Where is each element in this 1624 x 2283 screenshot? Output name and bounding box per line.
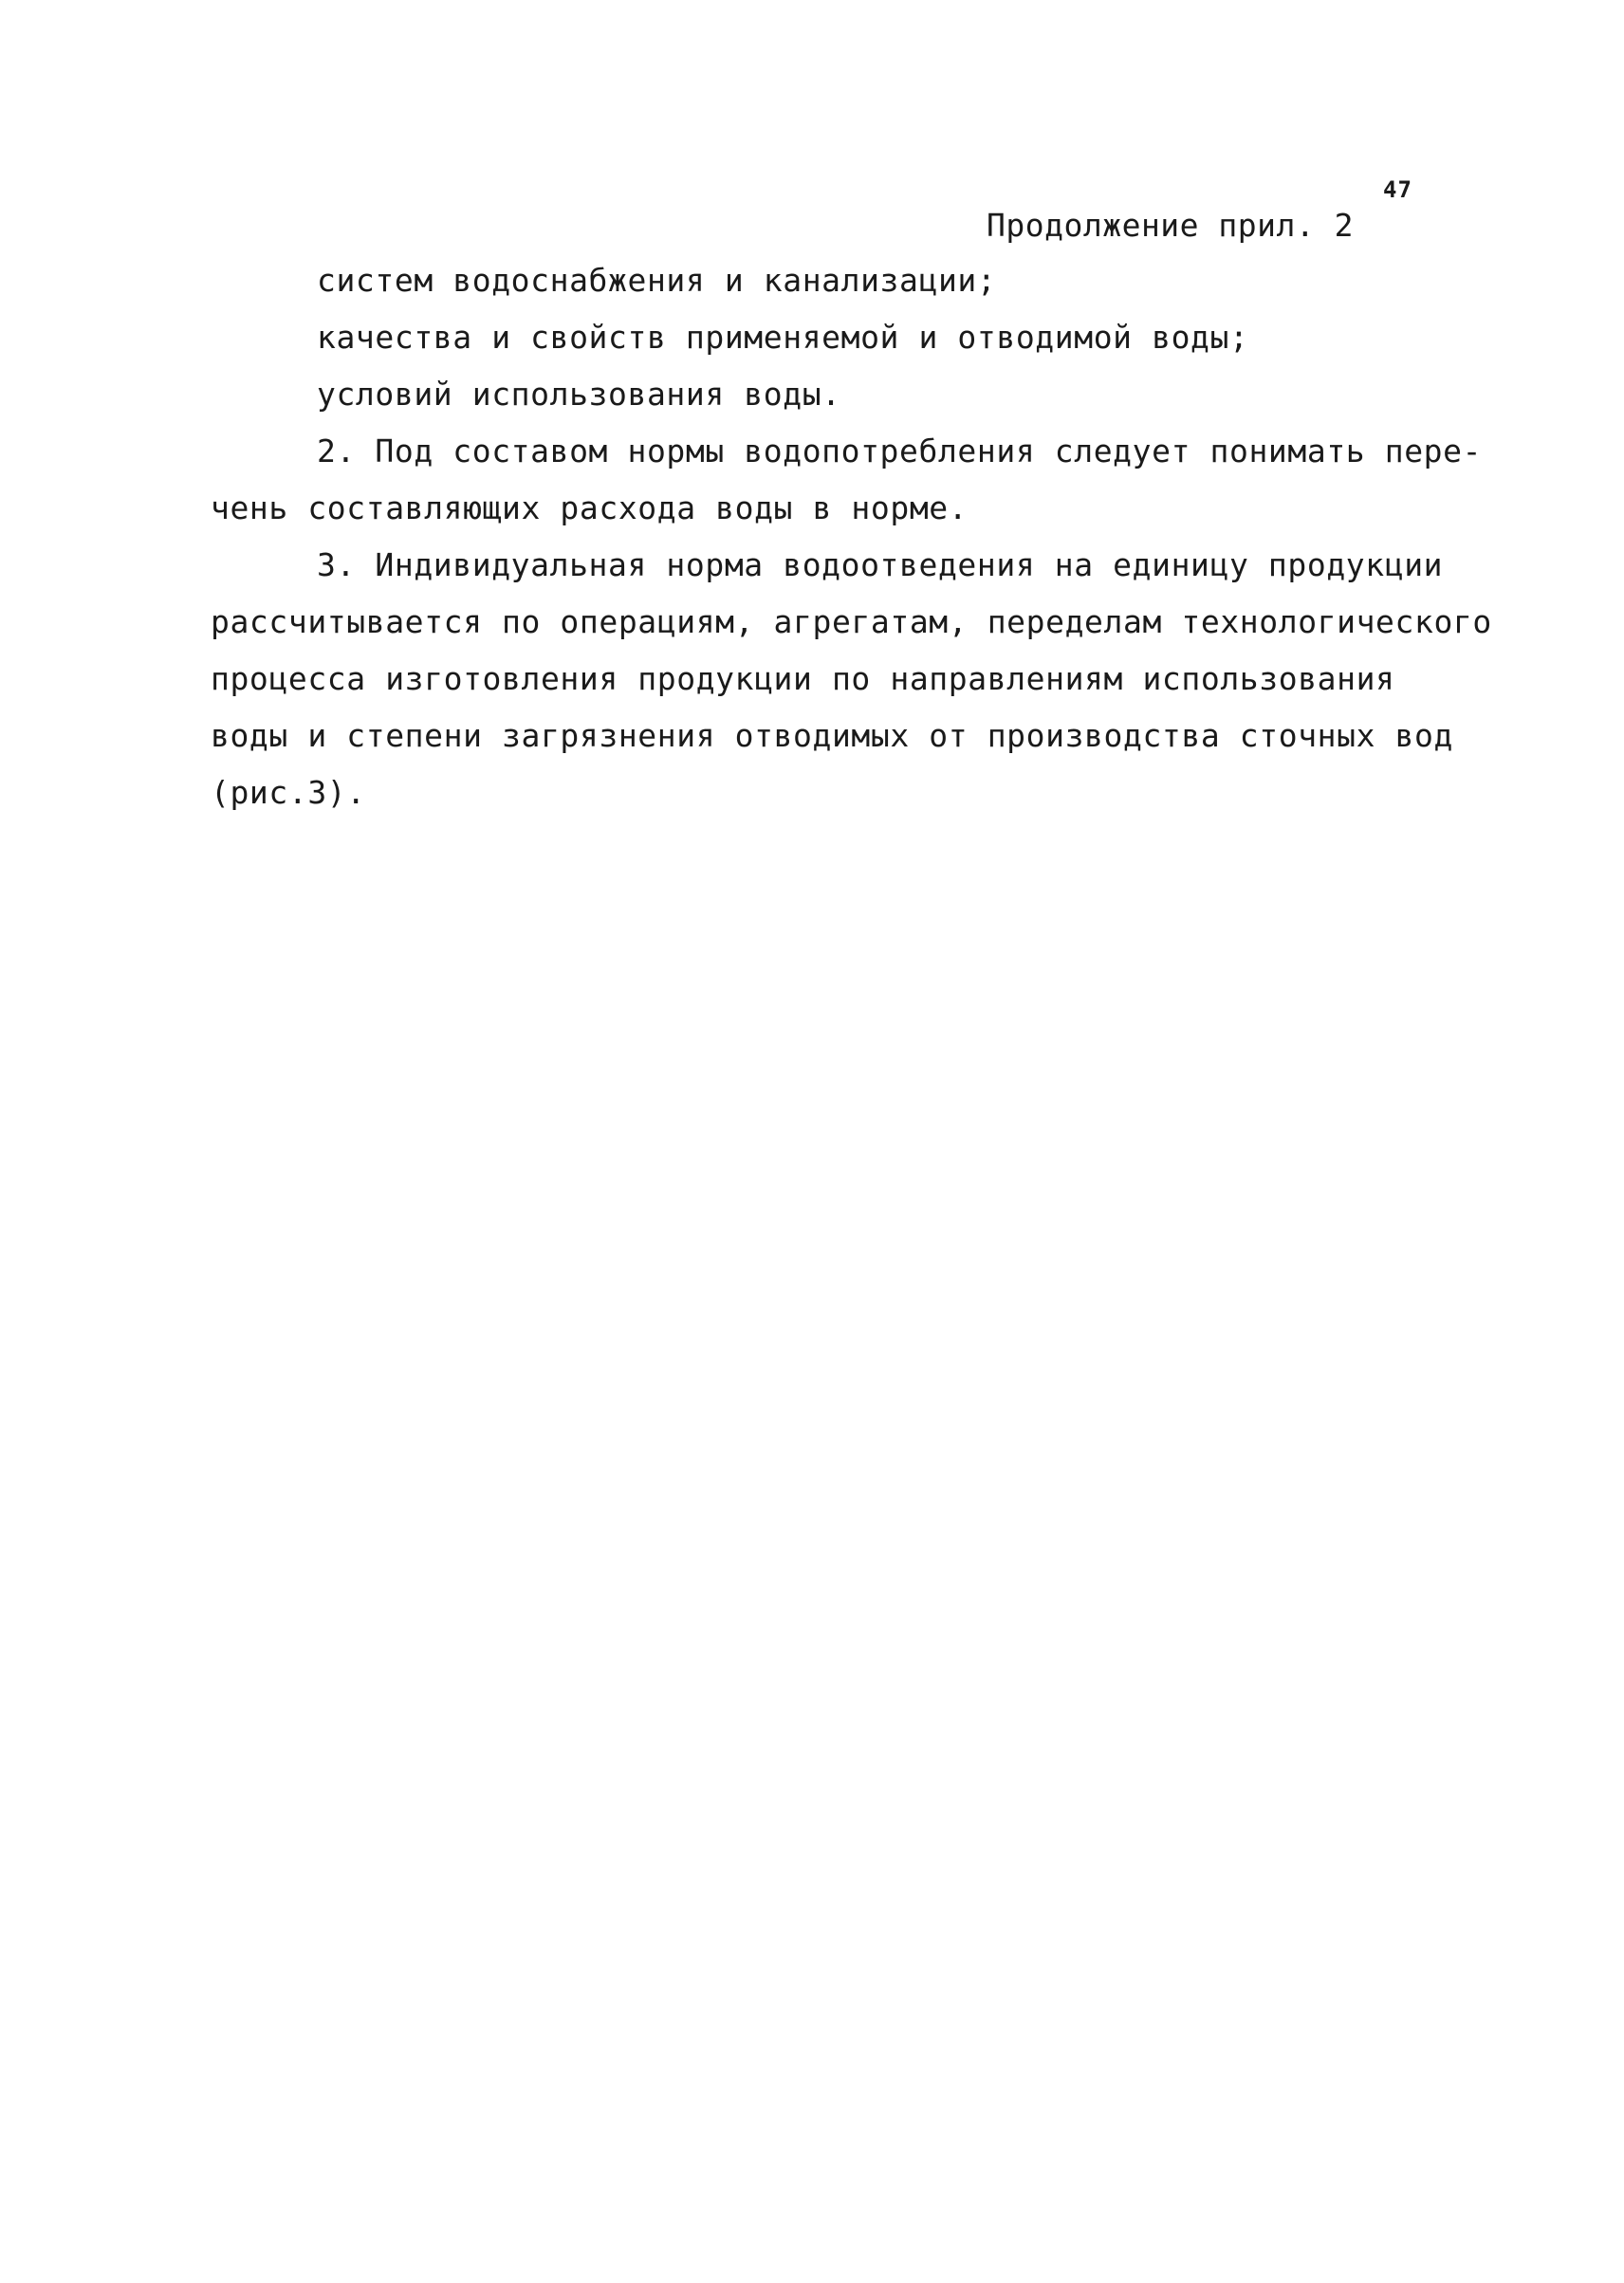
text-line: чень составляющих расхода воды в норме. bbox=[211, 489, 969, 526]
text-line: процесса изготовления продукции по направлениям использования bbox=[211, 660, 1395, 697]
text-line: систем водоснабжения и канализации; bbox=[317, 262, 997, 299]
text-line: 3. Индивидуальная норма водоотведения на единицу продукции bbox=[317, 546, 1444, 583]
text-line: качества и свойств применяемой и отводимой воды; bbox=[317, 319, 1249, 356]
continuation-label: Продолжение прил. 2 bbox=[987, 207, 1354, 244]
page-number: 47 bbox=[1383, 176, 1412, 203]
text-line: рассчитывается по операциям, агрегатам, переделам технологического bbox=[211, 603, 1492, 640]
text-line: 2. Под составом нормы водопотребления следует понимать пере- bbox=[317, 433, 1483, 469]
text-line: условий использования воды. bbox=[317, 376, 841, 413]
text-line: воды и степени загрязнения отводимых от производства сточных вод bbox=[211, 717, 1453, 754]
text-line: (рис.3). bbox=[211, 774, 366, 811]
